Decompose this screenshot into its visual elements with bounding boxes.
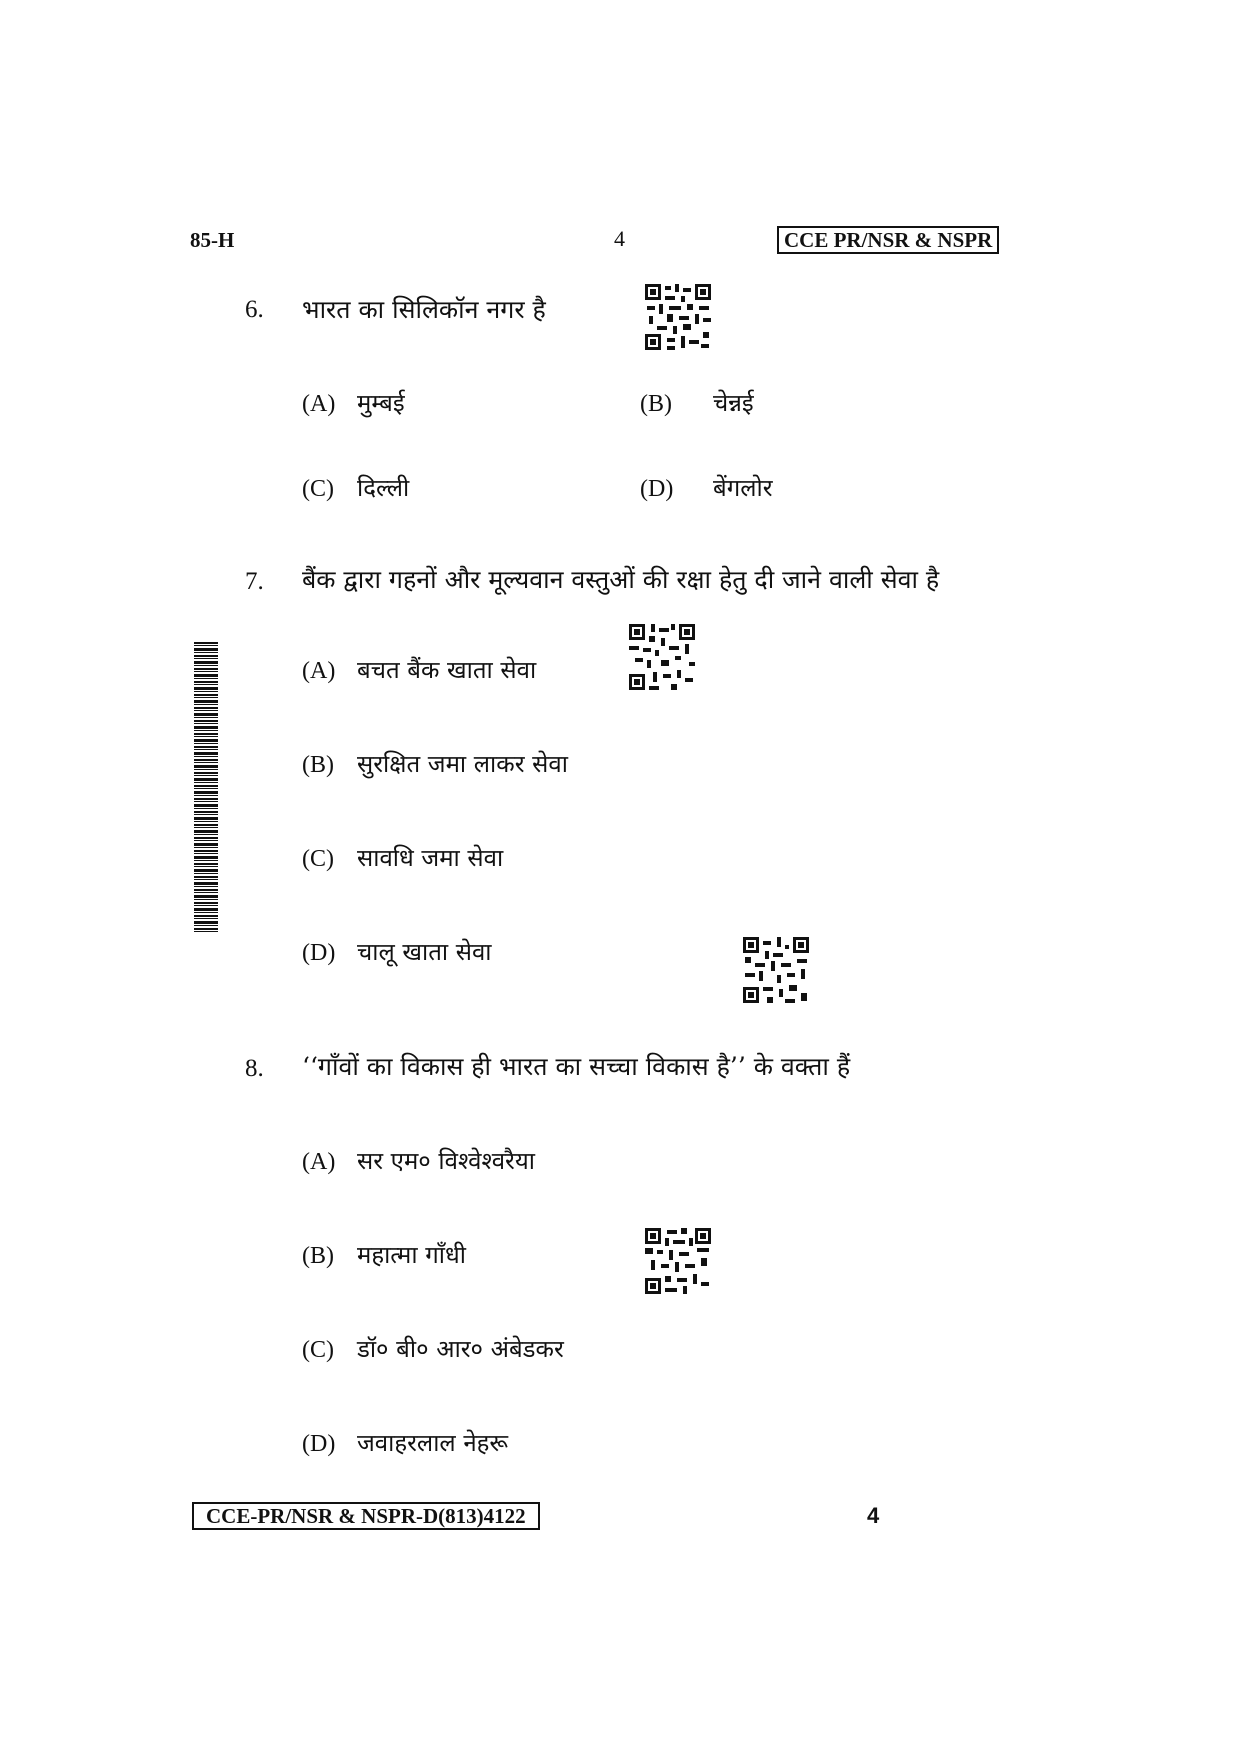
question-8-text: ‘‘गाँवों का विकास ही भारत का सच्चा विकास है’’ के वक्ता हैं <box>302 1052 851 1081</box>
option-label: (B) <box>302 752 334 778</box>
question-7-option-d[interactable] <box>302 935 492 968</box>
side-barcode-icon <box>194 642 218 932</box>
option-label: (D) <box>302 1431 336 1457</box>
qr-code-icon <box>627 622 697 692</box>
option-text: सर एम० विश्वेश्वरैया <box>357 1147 536 1175</box>
qr-code-icon <box>741 935 811 1005</box>
question-7-option-c[interactable] <box>302 841 503 874</box>
option-text: बचत बैंक खाता सेवा <box>357 656 537 684</box>
option-label: (B) <box>302 1243 334 1269</box>
question-8-option-d[interactable] <box>302 1426 508 1459</box>
option-label: (A) <box>302 391 336 417</box>
option-label: (C) <box>302 846 334 872</box>
option-label: (B) <box>640 391 672 417</box>
option-text: बेंगलोर <box>713 474 773 502</box>
question-6-option-b[interactable] <box>640 386 754 419</box>
question-8-option-b[interactable] <box>302 1238 466 1271</box>
question-6-option-a[interactable] <box>302 386 405 419</box>
question-8-option-c[interactable] <box>302 1332 564 1365</box>
question-8-number: 8. <box>245 1055 264 1082</box>
header-right-code: CCE PR/NSR & NSPR <box>777 226 999 254</box>
option-text: दिल्ली <box>357 474 410 502</box>
option-text: डॉ० बी० आर० अंबेडकर <box>357 1335 564 1363</box>
header-page-number: 4 <box>614 226 625 251</box>
question-6-option-d[interactable] <box>640 471 773 504</box>
footer-page-number: 4 <box>867 1503 880 1528</box>
question-7-option-b[interactable] <box>302 747 568 780</box>
option-label: (C) <box>302 1337 334 1363</box>
header-left-code: 85-H <box>190 228 235 252</box>
option-label: (D) <box>302 940 336 966</box>
footer-code: CCE-PR/NSR & NSPR-D(813)4122 <box>192 1502 540 1530</box>
option-label: (A) <box>302 1149 336 1175</box>
option-text: जवाहरलाल नेहरू <box>357 1429 509 1457</box>
option-text: सुरक्षित जमा लाकर सेवा <box>357 750 568 778</box>
question-7-option-a[interactable] <box>302 653 536 686</box>
qr-code-icon <box>643 282 713 352</box>
question-6-text: भारत का सिलिकॉन नगर है <box>302 295 546 324</box>
option-text: सावधि जमा सेवा <box>357 844 504 872</box>
question-8-option-a[interactable] <box>302 1144 535 1177</box>
qr-code-icon <box>643 1226 713 1296</box>
question-6-option-c[interactable] <box>302 471 409 504</box>
question-7-number: 7. <box>245 568 264 595</box>
option-text: चालू खाता सेवा <box>357 938 492 966</box>
option-text: चेन्नई <box>713 389 754 417</box>
question-6-number: 6. <box>245 296 264 323</box>
option-text: मुम्बई <box>357 389 405 417</box>
question-7-text: बैंक द्वारा गहनों और मूल्यवान वस्तुओं की रक्षा हेतु दी जाने वाली सेवा है <box>302 565 940 594</box>
option-text: महात्मा गाँधी <box>357 1241 466 1269</box>
option-label: (C) <box>302 476 334 502</box>
option-label: (A) <box>302 658 336 684</box>
option-label: (D) <box>640 476 674 502</box>
